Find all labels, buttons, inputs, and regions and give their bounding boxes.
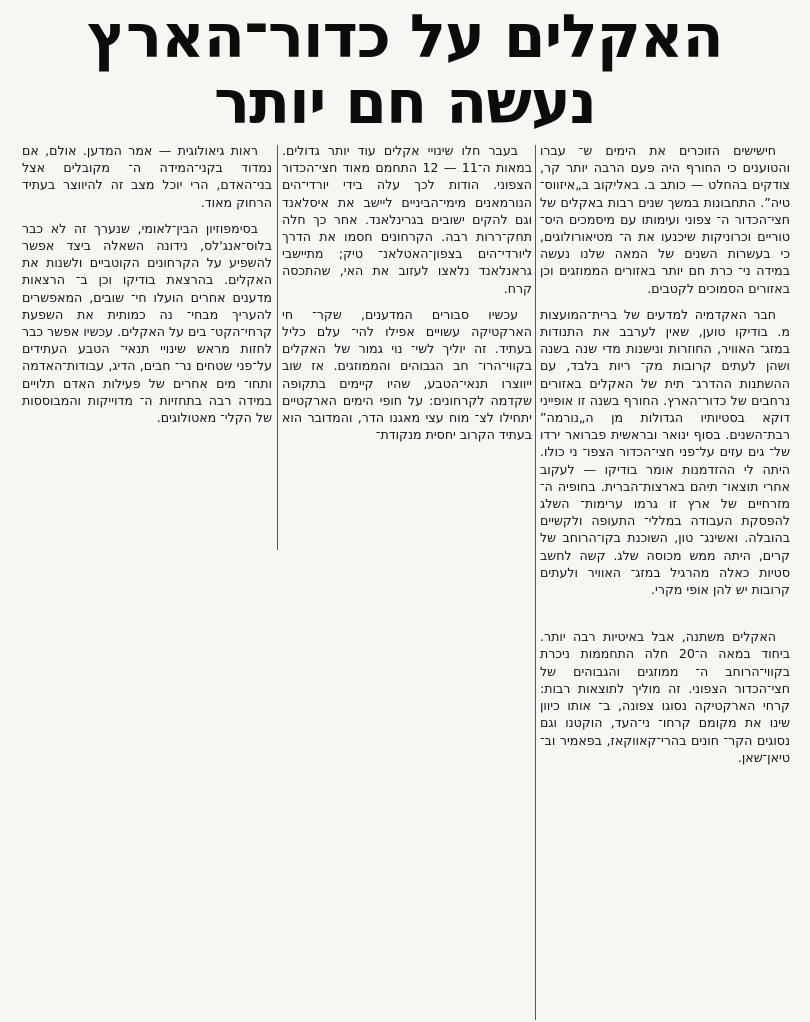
headline [0, 4, 810, 136]
article-paragraph: חבר האקדמיה למדעים של ברית־המועצות מ. בודיקו טוען, שאין לערבב את התנודות במזג־ האוויר, החוזרות ונישנות מדי שנה בשנה ושהן לעתים קרובות מק־ ריות בלבד, עם ההשתנות ההדרג־ תית של האקלים באזורים נרחבים של כדור־הארץ. החורף בשנה זו אופייני דוקא בסטיותיו הגדולות מן ה„נורמה” רבת־השנים. בסוף ינואר ובראשית פברואר ירדו של־ גים עזים על־פני חצי־הכדור הצפו־ ני כולו. היתה לי ההזדמנות אומר בודיקו — לעקוב אחרי תוצאו־ תיהם בארצות־הברית. בחופיה ה־ מזרחיים של ארץ זו גרמו ערימות־ השלג להפסקת העבודה במללי־ התעופה ולקשיים בהובלה. ואשינג־ טון, השוכנת בקו־הרוחב של קרים, היתה ממש מכוסה שלג. קשה לחשב סטיות כאלה מהרגיל במזג־ האוויר ולעתים קרובות יש להן אופי מקרי. [540, 306, 790, 598]
article-column-left [22, 142, 272, 532]
headline-line-1: האקלים על כדור־הארץ [87, 2, 723, 72]
article-paragraph: בסימפוזיון הבין־לאומי, שנערך זה לא כבר בלוס־אנג'לס, נידונה השאלה ביצד אפשר להשפיע על הקרחונים הקוטביים ולשנות את האקלים. בהרצאת בודיקו וכן ב־ הרצאות מדענים אחרים הועלו חי־ שובים, המאפשרים להעריך מבחי־ נה כמותית את השפעת קרחי־הקט־ בים על האקלים. עכשיו אפשר כבר לחזות מראש שינויי תנאי־ הטבע העתידים על־פני שטחים נר־ חבים, הדיג, עבודות־האדמה ותחו־ מים אחרים של פעילות האדם תלויים במידה רבה בתחזיות ה־ מדוייקות והמבוססות של הקלי־ מאטולוגים. [22, 220, 272, 426]
column-divider [277, 145, 278, 550]
article-paragraph: בעבר חלו שינויי אקלים עוד יותר גדולים. במאות ה־11 — 12 התחמם מאוד חצי־הכדור הצפוני. הודות לכך עלה בידי יורדי־הים הנורמאנים מימי־הביניים ליישב את איסלאנד וגם להקים ישובים בגרינלאנד. אחר כך חלה תחק־ררות רבה. הקרחונים חסמו את הדרך ליורדי־הים בצפון־האטלאנ־ טיק; מתיישבי גראנלאנד נלאצו לעזוב את האי, שהתכסה קרח. [282, 143, 532, 296]
article-paragraph: ראות גיאולוגית — אמר המדען. אולם, אם נמדוד בקני־המידה ה־ מקובלים אצל בני־האדם, הרי יוכל מצב זה להיווצר בעתיד הרחוק מאוד. [22, 143, 272, 210]
article-paragraph: עכשיו סבורים המדענים, שקר־ חי הארקטיקה עשויים אפילו להי־ עלם כליל בעתיד. זה יוליך לשי־ נוי גמור של האקלים בקווי־הרו־ חב הגבוהים והממוזגים. אז שוב ייווצרו תנאי־הטבע, שהיו קיימים בתקופה שקדמה לקרחונים: על חופי הימים הארקטיים יתחילו לצ־ מוח עצי מאגנו הדר, והמדובר הוא בעתיד הקרוב יחסית מנקודת־ [282, 306, 532, 443]
article-column-right [540, 142, 790, 1017]
column-divider [535, 145, 536, 1020]
article-column-middle [282, 142, 532, 547]
article-paragraph: האקלים משתנה, אבל באיטיות רבה יותר. ביחוד במאה ה־20 חלה התחממות ניכרת בקווי־הרוחב ה־ ממוזגים והגבוהים של חצי־הכדור הצפוני. זה מוליך לתוצאות רבות: קרחי הארקטיקה נסוגו צפונה, ב־ אותו כיוון שינו את מקומם קרחו־ ני־העד, הוקטנו וגם נסוגים הקר־ חונים בהרי־קאווקאז, בפאמיר וב־ טיאן־שאן. [540, 629, 790, 765]
article-paragraph: חישישים הזוכרים את הימים ש־ עברו והטוענים כי החורף היה פעם הרבה יותר קר, צודקים בהחלט — כותב ב. באליקוב ב„איזווס־ טיה”. התחבונות במשך שנים רבות באקלים של חצי־הכדור ה־ צפוני ועימותו עם מיסמכים היס־ טוריים וכרוניקות שיכנעו את ה־ מטיאורולוגים, כי בעשרות השנים של המאה שלנו נעשה במידה ני־ כרת חם יותר באזורים הממוזגים וכן באזורים הסמוכים לקטבים. [540, 143, 790, 296]
headline-line-2: נעשה חם יותר [213, 68, 596, 138]
